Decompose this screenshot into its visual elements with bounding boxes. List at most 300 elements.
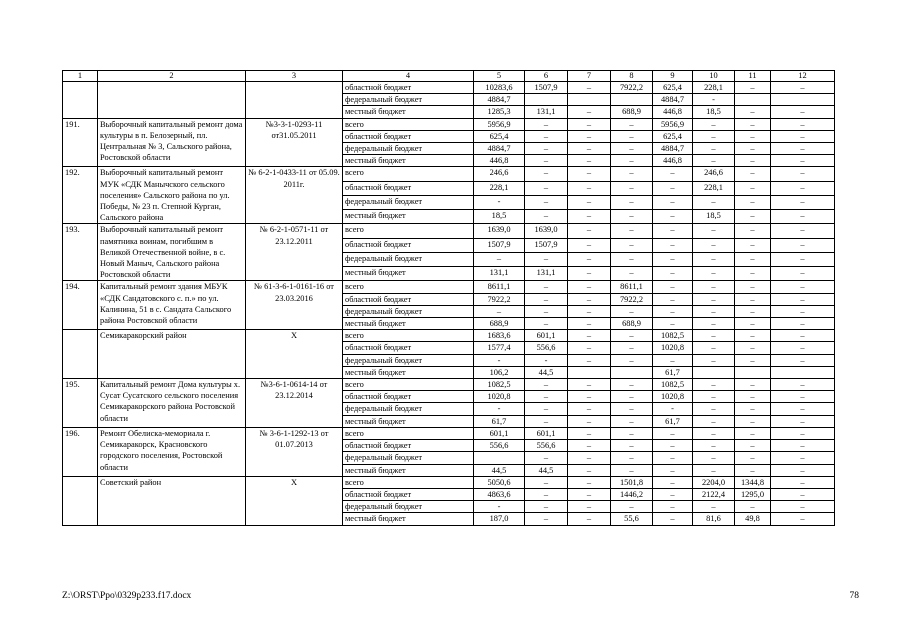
amount-cell: – bbox=[735, 403, 771, 415]
amount-cell: – bbox=[653, 293, 693, 305]
document-ref: № 6-2-1-0433-11 от 05.09. 2011г. bbox=[246, 167, 343, 224]
amount-cell: - bbox=[474, 195, 525, 209]
funding-source: областной бюджет bbox=[343, 342, 474, 354]
amount-cell: – bbox=[568, 106, 611, 118]
amount-cell: 49,8 bbox=[735, 513, 771, 525]
amount-cell: – bbox=[693, 195, 735, 209]
amount-cell: – bbox=[568, 130, 611, 142]
column-header: 6 bbox=[525, 71, 568, 82]
object-name: Капитальный ремонт здания МБУК «СДК Сандатовского с. п.» по ул. Калинина, 51 в с. Сандата Сальского района Ростовской области bbox=[98, 281, 246, 330]
amount-cell bbox=[568, 94, 611, 106]
amount-cell: – bbox=[735, 252, 771, 266]
column-header: 12 bbox=[771, 71, 835, 82]
amount-cell: – bbox=[693, 252, 735, 266]
amount-cell: 131,1 bbox=[525, 267, 568, 281]
column-header: 8 bbox=[611, 71, 653, 82]
amount-cell: – bbox=[735, 195, 771, 209]
amount-cell: – bbox=[525, 195, 568, 209]
amount-cell: – bbox=[735, 130, 771, 142]
amount-cell: – bbox=[735, 440, 771, 452]
amount-cell: – bbox=[693, 501, 735, 513]
amount-cell: – bbox=[611, 330, 653, 342]
amount-cell: – bbox=[611, 452, 653, 464]
amount-cell: 5956,9 bbox=[474, 118, 525, 130]
amount-cell: – bbox=[568, 293, 611, 305]
object-name: Семикаракорский район bbox=[98, 330, 246, 379]
amount-cell: – bbox=[611, 118, 653, 130]
funding-source: областной бюджет bbox=[343, 130, 474, 142]
funding-source: областной бюджет bbox=[343, 440, 474, 452]
amount-cell: – bbox=[611, 130, 653, 142]
amount-cell: 1020,8 bbox=[653, 391, 693, 403]
amount-cell bbox=[611, 94, 653, 106]
column-header: 4 bbox=[343, 71, 474, 82]
funding-source: областной бюджет bbox=[343, 488, 474, 500]
amount-cell: – bbox=[525, 130, 568, 142]
amount-cell: – bbox=[568, 391, 611, 403]
amount-cell: – bbox=[568, 167, 611, 181]
amount-cell: – bbox=[693, 267, 735, 281]
amount-cell: – bbox=[735, 143, 771, 155]
funding-source: всего bbox=[343, 118, 474, 130]
amount-cell: – bbox=[568, 118, 611, 130]
amount-cell: – bbox=[611, 440, 653, 452]
amount-cell: – bbox=[611, 181, 653, 195]
amount-cell bbox=[771, 366, 835, 378]
table-row bbox=[63, 330, 835, 342]
amount-cell: 4884,7 bbox=[474, 94, 525, 106]
amount-cell: – bbox=[611, 252, 653, 266]
amount-cell: – bbox=[568, 238, 611, 252]
amount-cell: – bbox=[525, 252, 568, 266]
object-name: Советский район bbox=[98, 476, 246, 525]
amount-cell: – bbox=[568, 195, 611, 209]
amount-cell: – bbox=[525, 143, 568, 155]
item-number bbox=[63, 476, 98, 525]
amount-cell: – bbox=[611, 501, 653, 513]
amount-cell: - bbox=[474, 501, 525, 513]
amount-cell: 228,1 bbox=[693, 82, 735, 94]
amount-cell: – bbox=[771, 82, 835, 94]
amount-cell: – bbox=[735, 181, 771, 195]
amount-cell: 1295,0 bbox=[735, 488, 771, 500]
amount-cell: – bbox=[735, 238, 771, 252]
amount-cell: 18,5 bbox=[693, 210, 735, 224]
amount-cell: – bbox=[653, 440, 693, 452]
amount-cell: 446,8 bbox=[653, 155, 693, 167]
amount-cell: 7922,2 bbox=[611, 82, 653, 94]
amount-cell: – bbox=[735, 427, 771, 439]
amount-cell: 625,4 bbox=[653, 82, 693, 94]
amount-cell: – bbox=[568, 403, 611, 415]
document-ref: № 61-3-6-1-0161-16 от 23.03.2016 bbox=[246, 281, 343, 330]
amount-cell: – bbox=[693, 118, 735, 130]
table-row bbox=[63, 379, 835, 391]
table-body bbox=[63, 71, 835, 526]
amount-cell: – bbox=[568, 513, 611, 525]
amount-cell: – bbox=[735, 224, 771, 238]
amount-cell: – bbox=[771, 427, 835, 439]
amount-cell: – bbox=[735, 342, 771, 354]
amount-cell: – bbox=[693, 427, 735, 439]
column-header: 10 bbox=[693, 71, 735, 82]
amount-cell: – bbox=[611, 210, 653, 224]
amount-cell: – bbox=[771, 195, 835, 209]
amount-cell: 1577,4 bbox=[474, 342, 525, 354]
item-number: 191. bbox=[63, 118, 98, 167]
object-name bbox=[98, 82, 246, 119]
amount-cell: – bbox=[568, 181, 611, 195]
funding-source: местный бюджет bbox=[343, 415, 474, 427]
funding-source: местный бюджет bbox=[343, 155, 474, 167]
amount-cell: – bbox=[611, 195, 653, 209]
document-ref: № 3-6-1-1292-13 от 01.07.2013 bbox=[246, 427, 343, 476]
amount-cell: 61,7 bbox=[474, 415, 525, 427]
amount-cell: – bbox=[771, 181, 835, 195]
amount-cell: – bbox=[771, 342, 835, 354]
amount-cell: – bbox=[653, 281, 693, 293]
amount-cell: – bbox=[525, 210, 568, 224]
amount-cell: – bbox=[735, 167, 771, 181]
amount-cell: – bbox=[653, 210, 693, 224]
amount-cell: 601,1 bbox=[525, 330, 568, 342]
funding-source: областной бюджет bbox=[343, 82, 474, 94]
amount-cell: – bbox=[611, 238, 653, 252]
funding-source: всего bbox=[343, 224, 474, 238]
amount-cell: – bbox=[568, 501, 611, 513]
amount-cell: – bbox=[525, 293, 568, 305]
amount-cell: – bbox=[653, 305, 693, 317]
amount-cell: 601,1 bbox=[525, 427, 568, 439]
amount-cell: – bbox=[611, 415, 653, 427]
amount-cell: – bbox=[525, 391, 568, 403]
item-number: 192. bbox=[63, 167, 98, 224]
funding-source: областной бюджет bbox=[343, 293, 474, 305]
amount-cell: – bbox=[693, 318, 735, 330]
amount-cell: 601,1 bbox=[474, 427, 525, 439]
amount-cell: – bbox=[735, 281, 771, 293]
footer-file-path: Z:\ORST\Ppo\0329p233.f17.docx bbox=[62, 591, 192, 601]
amount-cell: 1020,8 bbox=[653, 342, 693, 354]
funding-source: местный бюджет bbox=[343, 513, 474, 525]
amount-cell: 7922,2 bbox=[611, 293, 653, 305]
amount-cell: – bbox=[568, 143, 611, 155]
amount-cell: 44,5 bbox=[525, 366, 568, 378]
amount-cell: – bbox=[771, 224, 835, 238]
amount-cell: – bbox=[525, 403, 568, 415]
amount-cell: – bbox=[611, 143, 653, 155]
amount-cell: 556,6 bbox=[474, 440, 525, 452]
amount-cell: – bbox=[693, 452, 735, 464]
amount-cell: 1639,0 bbox=[474, 224, 525, 238]
document-ref: №3-3-1-0293-11 от31.05.2011 bbox=[246, 118, 343, 167]
amount-cell: – bbox=[693, 155, 735, 167]
amount-cell: – bbox=[568, 452, 611, 464]
amount-cell: – bbox=[653, 488, 693, 500]
amount-cell: – bbox=[735, 379, 771, 391]
amount-cell: – bbox=[525, 181, 568, 195]
table-row bbox=[63, 118, 835, 130]
amount-cell: – bbox=[771, 210, 835, 224]
header-row bbox=[63, 71, 835, 82]
amount-cell: – bbox=[568, 464, 611, 476]
amount-cell: 1082,5 bbox=[474, 379, 525, 391]
amount-cell: – bbox=[568, 252, 611, 266]
amount-cell: – bbox=[693, 354, 735, 366]
column-header: 5 bbox=[474, 71, 525, 82]
amount-cell: – bbox=[568, 476, 611, 488]
table-row bbox=[63, 224, 835, 238]
amount-cell: – bbox=[568, 488, 611, 500]
amount-cell: 446,8 bbox=[474, 155, 525, 167]
amount-cell: 18,5 bbox=[474, 210, 525, 224]
amount-cell: – bbox=[568, 440, 611, 452]
amount-cell: – bbox=[653, 464, 693, 476]
amount-cell: – bbox=[653, 427, 693, 439]
amount-cell: – bbox=[771, 167, 835, 181]
amount-cell bbox=[611, 366, 653, 378]
amount-cell: 446,8 bbox=[653, 106, 693, 118]
amount-cell: 688,9 bbox=[611, 318, 653, 330]
table-row bbox=[63, 427, 835, 439]
object-name: Выборочный капитальный ремонт МУК «СДК Манычского сельского поселения» Сальского района по ул. Победы, № 23 п. Степной Курган, Сальского района bbox=[98, 167, 246, 224]
column-header: 11 bbox=[735, 71, 771, 82]
item-number: 193. bbox=[63, 224, 98, 281]
amount-cell: – bbox=[525, 488, 568, 500]
amount-cell: – bbox=[611, 464, 653, 476]
amount-cell bbox=[474, 452, 525, 464]
document-ref bbox=[246, 82, 343, 119]
amount-cell: 2204,0 bbox=[693, 476, 735, 488]
amount-cell: – bbox=[771, 155, 835, 167]
item-number bbox=[63, 82, 98, 119]
amount-cell: 1639,0 bbox=[525, 224, 568, 238]
table-row bbox=[63, 476, 835, 488]
amount-cell bbox=[525, 94, 568, 106]
amount-cell: 5050,6 bbox=[474, 476, 525, 488]
amount-cell: – bbox=[771, 513, 835, 525]
amount-cell: 44,5 bbox=[474, 464, 525, 476]
amount-cell: – bbox=[735, 415, 771, 427]
column-header: 2 bbox=[98, 71, 246, 82]
funding-source: местный бюджет bbox=[343, 366, 474, 378]
amount-cell: – bbox=[693, 342, 735, 354]
column-header: 9 bbox=[653, 71, 693, 82]
item-number: 195. bbox=[63, 379, 98, 428]
funding-source: федеральный бюджет bbox=[343, 305, 474, 317]
funding-source: федеральный бюджет bbox=[343, 501, 474, 513]
amount-cell: – bbox=[653, 238, 693, 252]
amount-cell: 106,2 bbox=[474, 366, 525, 378]
amount-cell: – bbox=[693, 464, 735, 476]
document-ref: № 6-2-1-0571-11 от 23.12.2011 bbox=[246, 224, 343, 281]
amount-cell: – bbox=[568, 318, 611, 330]
amount-cell: - bbox=[653, 403, 693, 415]
amount-cell: – bbox=[653, 354, 693, 366]
amount-cell bbox=[735, 94, 771, 106]
amount-cell: – bbox=[525, 118, 568, 130]
amount-cell: – bbox=[771, 415, 835, 427]
amount-cell: – bbox=[735, 267, 771, 281]
amount-cell: – bbox=[611, 391, 653, 403]
amount-cell: 44,5 bbox=[525, 464, 568, 476]
object-name: Выборочный капитальный ремонт дома культуры в п. Белозерный, пл. Центральная № 3, Сальского района, Ростовской области bbox=[98, 118, 246, 167]
amount-cell: – bbox=[735, 118, 771, 130]
amount-cell: - bbox=[693, 94, 735, 106]
amount-cell: 688,9 bbox=[474, 318, 525, 330]
column-header: 1 bbox=[63, 71, 98, 82]
amount-cell: 1446,2 bbox=[611, 488, 653, 500]
amount-cell: – bbox=[568, 267, 611, 281]
amount-cell: – bbox=[611, 155, 653, 167]
amount-cell: 4884,7 bbox=[474, 143, 525, 155]
amount-cell: – bbox=[771, 252, 835, 266]
amount-cell: – bbox=[693, 293, 735, 305]
funding-source: федеральный бюджет bbox=[343, 143, 474, 155]
amount-cell: 1507,9 bbox=[525, 82, 568, 94]
amount-cell: – bbox=[568, 210, 611, 224]
amount-cell: – bbox=[771, 379, 835, 391]
funding-source: всего bbox=[343, 476, 474, 488]
amount-cell: 4863,6 bbox=[474, 488, 525, 500]
amount-cell: – bbox=[735, 210, 771, 224]
amount-cell: – bbox=[771, 293, 835, 305]
funding-source: всего bbox=[343, 167, 474, 181]
amount-cell: 688,9 bbox=[611, 106, 653, 118]
amount-cell: – bbox=[771, 464, 835, 476]
amount-cell: 1507,9 bbox=[525, 238, 568, 252]
funding-source: всего bbox=[343, 379, 474, 391]
document-ref: Х bbox=[246, 476, 343, 525]
amount-cell: – bbox=[568, 415, 611, 427]
funding-source: федеральный бюджет bbox=[343, 94, 474, 106]
table-row bbox=[63, 167, 835, 181]
amount-cell: – bbox=[525, 379, 568, 391]
amount-cell: – bbox=[735, 106, 771, 118]
object-name: Выборочный капитальный ремонт памятника воинам, погибшим в Великой Отечественной войне, в с. Новый Маныч, Сальского района Ростовской области bbox=[98, 224, 246, 281]
table-row bbox=[63, 82, 835, 94]
funding-source: всего bbox=[343, 427, 474, 439]
amount-cell: 131,1 bbox=[474, 267, 525, 281]
amount-cell: – bbox=[771, 281, 835, 293]
amount-cell: 556,6 bbox=[525, 342, 568, 354]
amount-cell: – bbox=[611, 224, 653, 238]
amount-cell: – bbox=[525, 513, 568, 525]
amount-cell: – bbox=[693, 330, 735, 342]
amount-cell: – bbox=[771, 330, 835, 342]
amount-cell: – bbox=[735, 318, 771, 330]
amount-cell: – bbox=[735, 354, 771, 366]
amount-cell: 228,1 bbox=[474, 181, 525, 195]
amount-cell: – bbox=[568, 82, 611, 94]
funding-source: местный бюджет bbox=[343, 106, 474, 118]
amount-cell: – bbox=[693, 403, 735, 415]
document-ref: №3-6-1-0614-14 от 23.12.2014 bbox=[246, 379, 343, 428]
amount-cell: – bbox=[771, 501, 835, 513]
amount-cell bbox=[568, 366, 611, 378]
amount-cell: – bbox=[771, 440, 835, 452]
amount-cell: 1020,8 bbox=[474, 391, 525, 403]
amount-cell: – bbox=[693, 391, 735, 403]
amount-cell: 1285,3 bbox=[474, 106, 525, 118]
amount-cell: – bbox=[611, 379, 653, 391]
funding-source: областной бюджет bbox=[343, 181, 474, 195]
amount-cell: – bbox=[611, 267, 653, 281]
amount-cell: 246,6 bbox=[693, 167, 735, 181]
amount-cell: – bbox=[693, 238, 735, 252]
amount-cell: – bbox=[525, 155, 568, 167]
amount-cell: – bbox=[525, 281, 568, 293]
amount-cell: – bbox=[735, 464, 771, 476]
amount-cell: 10283,6 bbox=[474, 82, 525, 94]
amount-cell: – bbox=[653, 501, 693, 513]
amount-cell: – bbox=[771, 305, 835, 317]
amount-cell: – bbox=[611, 354, 653, 366]
amount-cell: – bbox=[771, 106, 835, 118]
funding-source: всего bbox=[343, 330, 474, 342]
amount-cell: – bbox=[611, 427, 653, 439]
amount-cell: - bbox=[474, 354, 525, 366]
amount-cell: 2122,4 bbox=[693, 488, 735, 500]
amount-cell: – bbox=[653, 252, 693, 266]
amount-cell: 556,6 bbox=[525, 440, 568, 452]
amount-cell: – bbox=[735, 82, 771, 94]
amount-cell: 246,6 bbox=[474, 167, 525, 181]
amount-cell: – bbox=[568, 330, 611, 342]
amount-cell: 131,1 bbox=[525, 106, 568, 118]
amount-cell: 1507,9 bbox=[474, 238, 525, 252]
amount-cell: – bbox=[568, 224, 611, 238]
amount-cell: 4884,7 bbox=[653, 94, 693, 106]
amount-cell: 81,6 bbox=[693, 513, 735, 525]
amount-cell: – bbox=[653, 195, 693, 209]
amount-cell: – bbox=[653, 452, 693, 464]
amount-cell: – bbox=[525, 318, 568, 330]
column-header: 7 bbox=[568, 71, 611, 82]
document-ref: Х bbox=[246, 330, 343, 379]
budget-table bbox=[62, 70, 835, 526]
amount-cell: 4884,7 bbox=[653, 143, 693, 155]
amount-cell: 8611,1 bbox=[611, 281, 653, 293]
amount-cell: – bbox=[735, 452, 771, 464]
funding-source: федеральный бюджет bbox=[343, 354, 474, 366]
amount-cell: – bbox=[771, 267, 835, 281]
amount-cell: – bbox=[771, 488, 835, 500]
funding-source: областной бюджет bbox=[343, 391, 474, 403]
amount-cell: – bbox=[771, 403, 835, 415]
amount-cell: 187,0 bbox=[474, 513, 525, 525]
amount-cell: 61,7 bbox=[653, 415, 693, 427]
table-row bbox=[63, 281, 835, 293]
amount-cell: – bbox=[771, 452, 835, 464]
amount-cell: – bbox=[611, 403, 653, 415]
item-number: 194. bbox=[63, 281, 98, 330]
amount-cell: – bbox=[653, 513, 693, 525]
amount-cell: – bbox=[735, 501, 771, 513]
amount-cell: – bbox=[653, 267, 693, 281]
amount-cell: - bbox=[525, 354, 568, 366]
amount-cell: – bbox=[611, 167, 653, 181]
amount-cell: 8611,1 bbox=[474, 281, 525, 293]
amount-cell: – bbox=[771, 143, 835, 155]
amount-cell: – bbox=[771, 476, 835, 488]
amount-cell: – bbox=[693, 415, 735, 427]
amount-cell: – bbox=[735, 330, 771, 342]
amount-cell: – bbox=[525, 167, 568, 181]
amount-cell: – bbox=[568, 342, 611, 354]
amount-cell: – bbox=[693, 130, 735, 142]
item-number: 196. bbox=[63, 427, 98, 476]
